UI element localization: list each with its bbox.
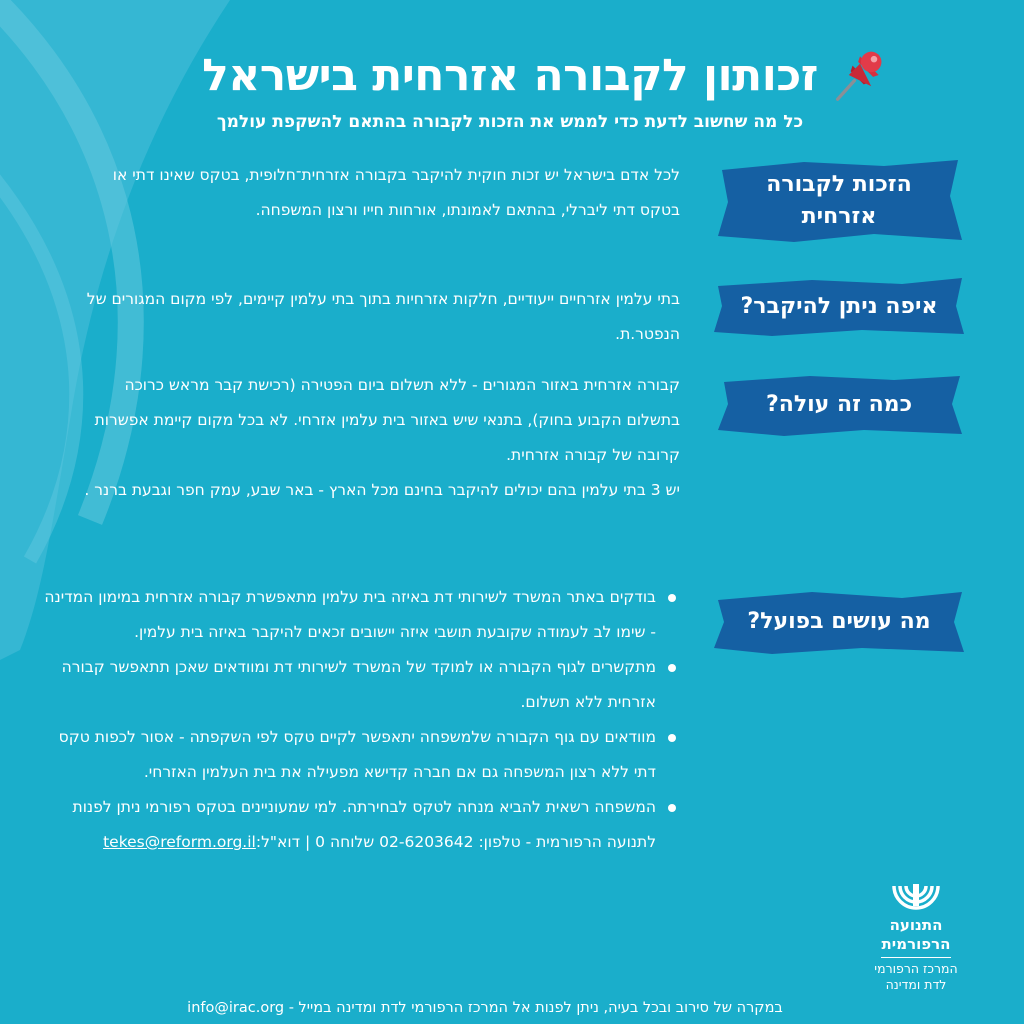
where-paragraph: בתי עלמין אזרחיים ייעודיים, חלקות אזרחיות בתוך בתי עלמין קיימים, לפי מקום המגורים של הנפטר.ת. [86,290,680,343]
email-link[interactable]: tekes@reform.org.il [103,833,256,851]
section-heading-cost [714,372,964,438]
footer [100,1000,870,1016]
logo-sub-line2: לדת ומדינה [885,977,947,992]
section-heading-rights [714,156,964,246]
footer-text: במקרה של סירוב ובכל בעיה, ניתן לפנות אל המרכז הרפורמי לדת ומדינה במייל - [288,1000,783,1016]
page-subtitle: כל מה שחשוב לדעת כדי לממש את הזכות לקבורה בהתאם להשקפת עולמך [216,112,804,132]
cost-note: יש 3 בתי עלמין בהם יכולים להיקבר בחינם מכל הארץ - באר שבע, עמק חפר וגבעת ברנר . [84,481,680,499]
reform-movement-logo-icon [890,880,942,912]
reform-movement-logo [872,880,960,993]
steps-list [42,580,682,860]
logo-divider [881,957,951,958]
cost-paragraph: קבורה אזרחית באזור המגורים - ללא תשלום ביום הפטירה (רכישת קבר מראש כרוכה בתשלום הקבוע בחוק), בתנאי שיש באזור בית עלמין אזרחי. לא בכל מקום קיימת אפשרות קרובה של קבורה אזרחית. [94,376,680,464]
pushpin-icon [832,47,888,103]
rights-paragraph: לכל אדם בישראל יש זכות חוקית להיקבר בקבורה אזרחית־חלופית, בטקס שאינו דתי או בטקס דתי ליברלי, בהתאם לאמונתו, אורחות חייו ורצון המשפחה. [112,166,680,219]
list-item [42,790,682,860]
title-row [150,40,940,110]
list-item: בודקים באתר המשרד לשירותי דת באיזה בית עלמין מתאפשרת קבורה אזרחית במימון המדינה - שימו לב לעמודה שקובעת תושבי איזה יישובים זכאים להיקבר באיזה בית עלמין. [42,580,682,650]
footer-email[interactable]: info@irac.org [187,1000,285,1016]
section-heading-where [712,276,966,338]
section-heading-label: כמה זה עולה? [765,392,913,418]
section-heading-label: מה עושים בפועל? [747,609,931,635]
logo-name-line1: התנועה [889,916,943,934]
cost-section [72,368,680,508]
phone-number: 02-6203642 [379,833,474,851]
page-title: זכותון לקבורה אזרחית בישראל [202,49,818,101]
logo-name-line2: הרפורמית [881,935,951,953]
section-heading-action [712,588,966,656]
section-heading-label: הזכות לקבורה אזרחית [766,172,912,229]
section-heading-label: איפה ניתן להיקבר? [740,294,938,320]
extension-label: שלוחה 0 | דוא"ל: [255,833,375,851]
logo-sub-line1: המרכז הרפורמי [874,961,958,976]
list-item: מוודאים עם גוף הקבורה שלמשפחה יתאפשר לקיים טקס לפי השקפתה - אסור לכפות טקס דתי ללא רצון המשפחה גם אם חברה קדישא מפעילה את בית העלמין האזרחי. [42,720,682,790]
list-item: מתקשרים לגוף הקבורה או למוקד של המשרד לשירותי דת ומוודאים שאכן תתאפשר קבורה אזרחית ללא תשלום. [42,650,682,720]
last-step-text: המשפחה רשאית להביא מנחה לטקס לבחירתה. למי שמעוניינים בטקס רפורמי ניתן לפנות לתנועה הרפורמית - טלפון: [72,798,656,851]
